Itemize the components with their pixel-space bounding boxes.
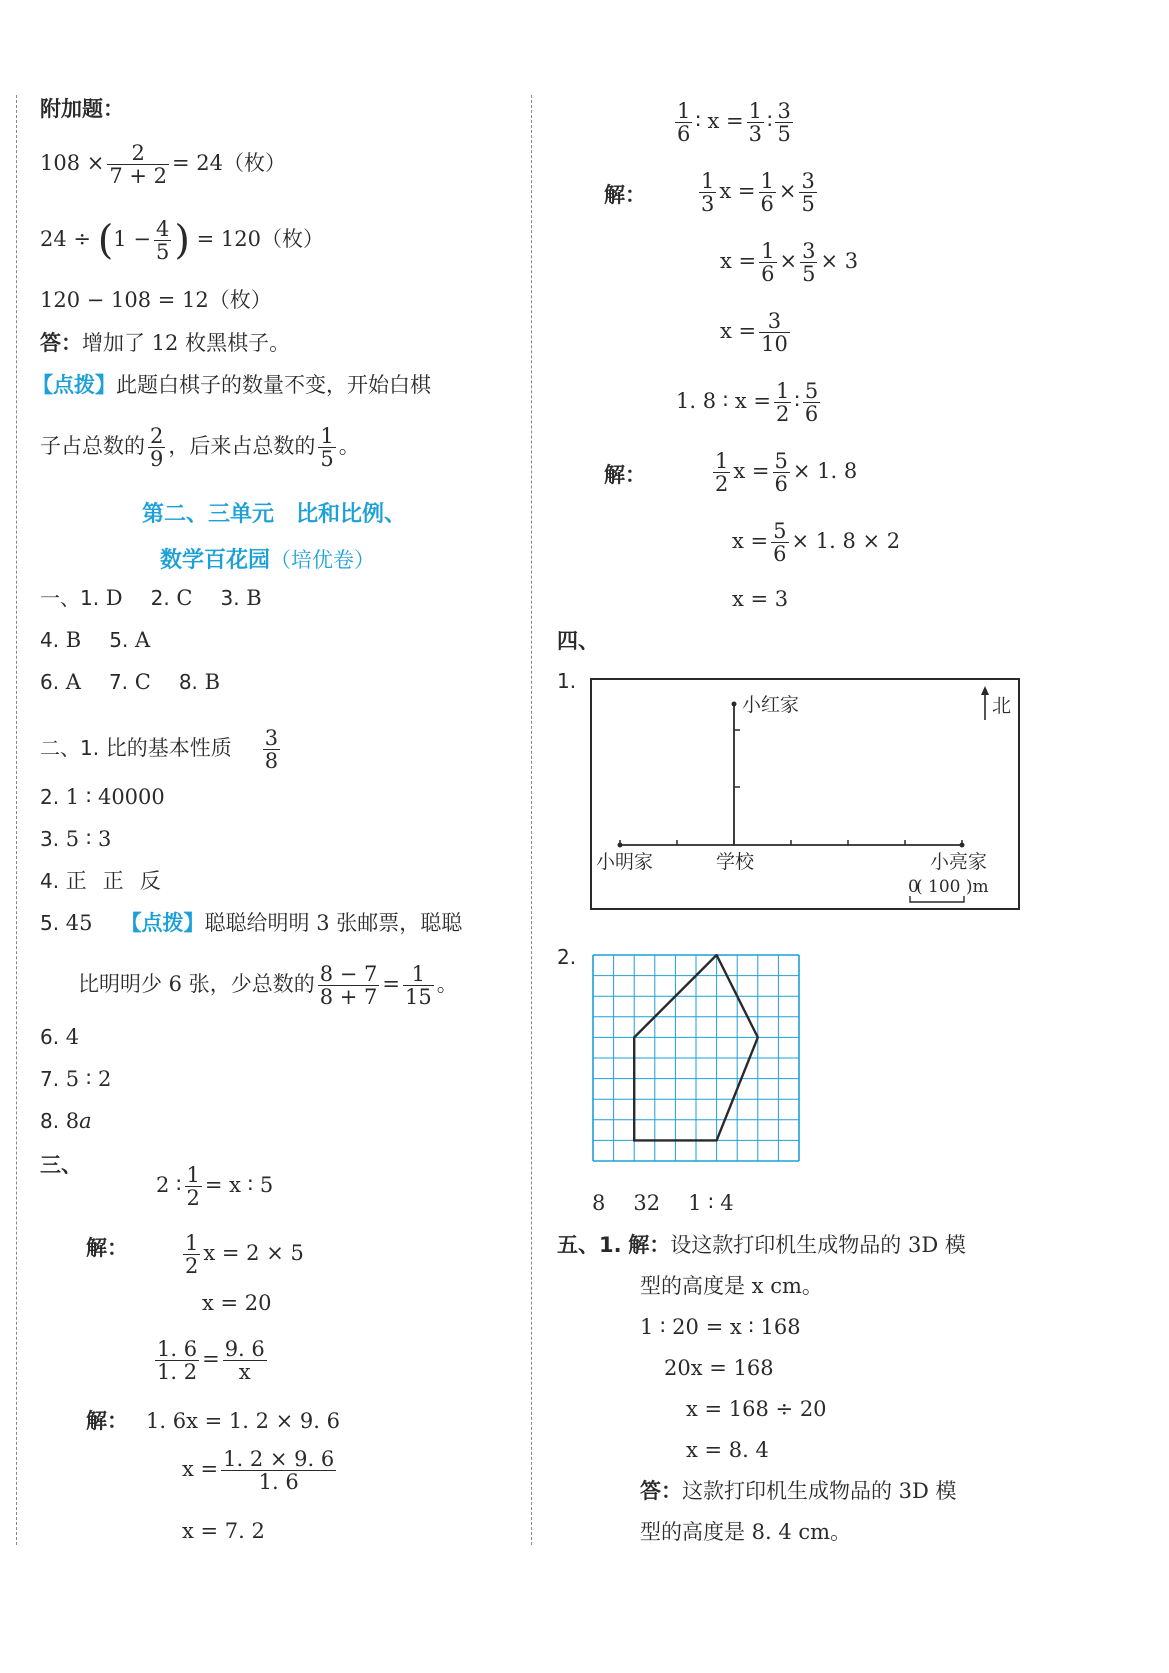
- column-divider: [531, 95, 532, 1545]
- part2-q5-cont: 比明明少 6 张，少总数的 $\frac{8 - 7}{8 + 7}$ = $\frac{1}{15}$ 。: [78, 962, 458, 1009]
- part4-q2-label: 2.: [557, 945, 577, 969]
- part5-line-3: 1 ∶ 20 = x ∶ 168: [640, 1315, 801, 1339]
- bonus-line-3: 120 − 108 = 12（枚）: [40, 288, 272, 312]
- part5-line-5: x = 168 ÷ 20: [686, 1397, 827, 1421]
- part3-eq2-step2: x = $\frac{1. 2 \times 9. 6}{1. 6}$: [182, 1447, 335, 1494]
- part3-eq1-step1: $\frac{1}{2}$ x = 2 × 5: [185, 1231, 304, 1278]
- bonus-label: 附加题：: [40, 97, 124, 121]
- school-label: 学校: [716, 851, 755, 873]
- bonus-hint-line-1: 【点拨】此题白棋子的数量不变，开始白棋: [32, 373, 431, 397]
- part2-q2: 2. 1 ∶ 40000: [40, 785, 165, 809]
- part3-eq2-step3: x = 7. 2: [182, 1519, 265, 1543]
- part2-q7: 7. 5 ∶ 2: [40, 1067, 112, 1091]
- section-title-line-2: 数学百花园（培优卷）: [160, 548, 376, 573]
- eq4-step3: x = 3: [732, 587, 789, 611]
- xiaoliang-point: [960, 843, 965, 848]
- eq3: $\frac{1}{6}$ ∶ x = $\frac{1}{3}$ ∶ $\frac{3}{5}$: [677, 99, 791, 146]
- bonus-answer: 答：增加了 12 枚黑棋子。: [40, 331, 291, 355]
- north-arrow-head: [981, 686, 989, 695]
- eq3-step3: x = $\frac{3}{10}$: [720, 309, 788, 356]
- part5-line-6: x = 8. 4: [686, 1438, 769, 1462]
- part1-row-3: 6. A 7. C 8. B: [40, 670, 221, 694]
- part5-answer: 答：这款打印机生成物品的 3D 模: [640, 1479, 957, 1503]
- part1-row-1: 一、1. D 2. C 3. B: [40, 586, 262, 610]
- scale-text: ( 100 )m: [916, 877, 989, 897]
- xiaoming-label: 小明家: [596, 851, 654, 873]
- part5-answer-cont: 型的高度是 8. 4 cm。: [640, 1520, 852, 1544]
- xiaoliang-label: 小亮家: [930, 851, 988, 873]
- part2-q6: 6. 4: [40, 1025, 80, 1049]
- scale-zero: 0: [908, 877, 919, 897]
- part5-line-2: 型的高度是 x cm。: [640, 1274, 823, 1298]
- part1-row-2: 4. B 5. A: [40, 628, 151, 652]
- part3-eq1: 2 ∶ $\frac{1}{2}$ = x ∶ 5: [156, 1163, 274, 1210]
- north-label: 北: [992, 695, 1012, 717]
- xiaohong-label: 小红家: [742, 694, 800, 716]
- xiaohong-point: [732, 702, 737, 707]
- bonus-line-2: 24 ÷ (1 − $\frac{4}{5}$ ) = 120（枚）: [40, 217, 324, 264]
- eq3-sol: 解：: [604, 183, 646, 207]
- eq4-step1: $\frac{1}{2}$ x = $\frac{5}{6}$ × 1. 8: [715, 449, 858, 496]
- grid-figure: [592, 954, 800, 1162]
- bonus-line-1: 108 × $\frac{2}{7 + 2}$ = 24（枚）: [40, 141, 287, 188]
- eq3-step2: x = $\frac{1}{6}$ × $\frac{3}{5}$ × 3: [720, 239, 859, 286]
- part2-q5: 5. 45 【点拨】聪聪给明明 3 张邮票，聪聪: [40, 911, 463, 935]
- part2-q8: 8. 8a: [40, 1109, 92, 1133]
- direction-map: [590, 678, 1020, 912]
- part5-line-1: 五、1. 解：设这款打印机生成物品的 3D 模: [557, 1233, 966, 1257]
- part2-q3: 3. 5 ∶ 3: [40, 827, 112, 851]
- bonus-hint-line-2: 子占总数的 $\frac{2}{9}$ ，后来占总数的 $\frac{1}{5}$ 。: [40, 424, 360, 471]
- section-title-line-1: 第二、三单元 比和比例、: [142, 502, 407, 527]
- xiaoming-point: [618, 843, 623, 848]
- eq4-step2: x = $\frac{5}{6}$ × 1. 8 × 2: [732, 519, 901, 566]
- part2-q4: 4. 正 正 反: [40, 869, 161, 893]
- part3-sol-1: 解：: [86, 1236, 128, 1260]
- eq3-step1: $\frac{1}{3}$ x = $\frac{1}{6}$ × $\frac{3}{5}$: [701, 169, 815, 216]
- part4-label: 四、: [557, 629, 599, 653]
- part5-line-4: 20x = 168: [664, 1356, 774, 1380]
- part4-q1-label: 1.: [557, 669, 577, 693]
- eq4: 1. 8 ∶ x = $\frac{1}{2}$ ∶ $\frac{5}{6}$: [676, 379, 819, 426]
- part3-eq2: $\frac{1. 6}{1. 2}$ = $\frac{9. 6}{x}$: [157, 1337, 265, 1384]
- part3-label: 三、: [40, 1153, 82, 1177]
- grid-answers: 8 32 1 ∶ 4: [592, 1191, 734, 1215]
- eq4-sol: 解：: [604, 463, 646, 487]
- left-margin-divider: [16, 95, 17, 1545]
- part3-eq2-step1: 1. 6x = 1. 2 × 9. 6: [146, 1409, 340, 1433]
- map-border: [591, 679, 1019, 909]
- part3-sol-2: 解：: [86, 1409, 128, 1433]
- part3-eq1-step2: x = 20: [202, 1291, 272, 1315]
- part2-q1: 二、1. 比的基本性质 $\frac{3}{8}$: [40, 726, 279, 773]
